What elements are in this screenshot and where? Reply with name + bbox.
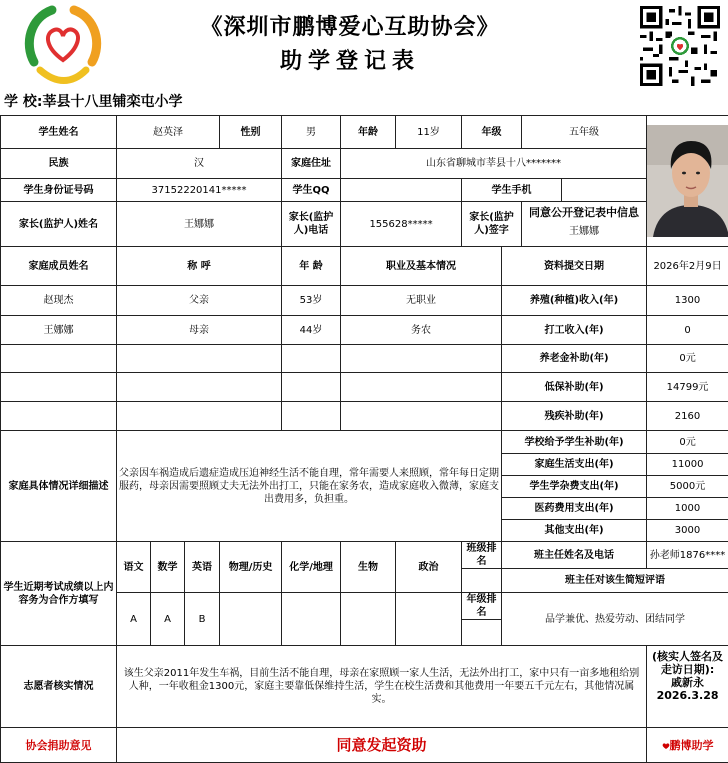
dibao-label: 低保补助(年) [502,373,647,402]
breeding-income-value: 1300 [647,286,728,316]
living-expense-value: 11000 [647,454,728,476]
table-row [1,402,728,431]
member-job: 务农 [341,316,502,345]
address-value: 山东省聊城市莘县十八******* [341,149,647,179]
org-stamp-cell [647,728,728,763]
member-age [282,345,341,373]
verifier-label: (核实人签名及走访日期): [649,650,726,676]
verify-date: 2026.3.28 [649,689,726,702]
table-row [1,286,728,316]
table-row [1,316,728,345]
member-age: 53岁 [282,286,341,316]
member-name-header: 家庭成员姓名 [1,247,117,286]
qq-label: 学生QQ [282,179,341,202]
address-label: 家庭住址 [282,149,341,179]
subject-header: 政治 [396,542,462,593]
consent-signature: 王娜娜 [522,221,646,243]
heart-icon [662,742,670,750]
teacher-eval-label: 班主任对该生简短评语 [502,569,728,593]
class-rank-label: 班级排名 [462,542,502,569]
member-job [341,373,502,402]
score-value [396,593,462,646]
subject-header: 化学/地理 [282,542,341,593]
phone-value [562,179,647,202]
member-name: 赵现杰 [1,286,117,316]
student-photo [647,125,728,237]
school-subsidy-label: 学校给予学生补助(年) [502,431,647,454]
exam-label: 学生近期考试成绩以上内容务为合作方填写 [1,542,117,646]
verifier-cell [647,646,728,728]
member-age [282,373,341,402]
score-value: A [151,593,185,646]
consent-label: 同意公开登记表中信息 [522,205,646,221]
age-label: 年龄 [341,116,396,149]
member-relation [117,345,282,373]
submit-date-value: 2026年2月9日 [647,247,728,286]
table-row [1,345,728,373]
member-relation: 父亲 [117,286,282,316]
guardian-phone-label: 家长(监护人)电话 [282,202,341,247]
volunteer-label: 志愿者核实情况 [1,646,117,728]
family-desc-text: 父亲因车祸造成后遗症造成压迫神经生活不能自理，常年需要人来照顾，常年每日定期服药，母亲因需要照顾丈夫无法外出打工，只能在家务农，造成家庭收入微薄，家庭支出费用多，负担重。 [117,431,502,542]
phone-label: 学生手机 [462,179,562,202]
member-job: 无职业 [341,286,502,316]
verifier-name: 戚新永 [649,676,726,689]
work-income-label: 打工收入(年) [502,316,647,345]
member-name [1,402,117,431]
grade-rank-label: 年级排名 [462,593,502,620]
breeding-income-label: 养殖(种植)收入(年) [502,286,647,316]
decision-text: 同意发起资助 [117,728,647,763]
member-name: 王娜娜 [1,316,117,345]
gender-label: 性别 [220,116,282,149]
dibao-value: 14799元 [647,373,728,402]
subject-header: 物理/历史 [220,542,282,593]
qq-value [341,179,462,202]
tuition-label: 学生学杂费支出(年) [502,476,647,498]
grade-value: 五年级 [522,116,647,149]
association-logo-icon [22,4,104,86]
other-expense-label: 其他支出(年) [502,520,647,542]
class-rank-value [462,569,502,593]
disability-label: 残疾补助(年) [502,402,647,431]
form-header [0,0,728,88]
form-title: 《深圳市鹏博爱心互助协会》 [140,10,560,41]
tuition-value: 5000元 [647,476,728,498]
disability-value: 2160 [647,402,728,431]
student-name-value: 赵英泽 [117,116,220,149]
medical-label: 医药费用支出(年) [502,498,647,520]
score-value [341,593,396,646]
member-age [282,402,341,431]
id-label: 学生身份证号码 [1,179,117,202]
student-name-label: 学生姓名 [1,116,117,149]
table-row [1,373,728,402]
guardian-name-label: 家长(监护人)姓名 [1,202,117,247]
teacher-value: 孙老师1876**** [647,542,728,569]
family-desc-label: 家庭具体情况详细描述 [1,431,117,542]
teacher-label: 班主任姓名及电话 [502,542,647,569]
gender-value: 男 [282,116,341,149]
assoc-opinion-label: 协会捐助意见 [1,728,117,763]
relation-header: 称 呼 [117,247,282,286]
score-value: A [117,593,151,646]
guardian-name-value: 王娜娜 [117,202,282,247]
org-name: 鹏博助学 [670,739,714,752]
member-relation [117,373,282,402]
member-age-header: 年 龄 [282,247,341,286]
form-subtitle: 助学登记表 [140,44,560,75]
pension-label: 养老金补助(年) [502,345,647,373]
member-name [1,345,117,373]
submit-date-label: 资料提交日期 [502,247,647,286]
member-job [341,402,502,431]
other-expense-value: 3000 [647,520,728,542]
member-name [1,373,117,402]
living-expense-label: 家庭生活支出(年) [502,454,647,476]
student-photo-cell [647,116,728,247]
score-value [282,593,341,646]
school-label: 学 校: [4,94,42,110]
member-relation [117,402,282,431]
age-value: 11岁 [396,116,462,149]
medical-value: 1000 [647,498,728,520]
volunteer-text: 该生父亲2011年发生车祸，目前生活不能自理，母亲在家照顾一家人生活，无法外出打工，家中只有一亩多地租给别人种，一年收租金1300元，家庭主要靠低保维持生活，学生在校生活费和其他费用一年要五千元左右，其他情况属实。 [117,646,647,728]
school-name: 莘县十八里铺栾屯小学 [42,94,182,110]
qr-code-icon [640,6,720,86]
subject-header: 数学 [151,542,185,593]
work-income-value: 0 [647,316,728,345]
score-value: B [185,593,220,646]
score-value [220,593,282,646]
subject-header: 生物 [341,542,396,593]
school-line [4,91,182,111]
guardian-sign-label: 家长(监护人)签字 [462,202,522,247]
pension-value: 0元 [647,345,728,373]
school-subsidy-value: 0元 [647,431,728,454]
member-relation: 母亲 [117,316,282,345]
guardian-phone-value: 155628***** [341,202,462,247]
subject-header: 英语 [185,542,220,593]
job-header: 职业及基本情况 [341,247,502,286]
grade-rank-value [462,620,502,646]
member-age: 44岁 [282,316,341,345]
subject-header: 语文 [117,542,151,593]
grade-label: 年级 [462,116,522,149]
ethnicity-value: 汉 [117,149,282,179]
teacher-comment: 品学兼优、热爱劳动、团结同学 [502,593,728,646]
id-value: 37152220141***** [117,179,282,202]
aid-registration-table [0,115,728,763]
consent-cell [522,202,647,247]
ethnicity-label: 民族 [1,149,117,179]
member-job [341,345,502,373]
